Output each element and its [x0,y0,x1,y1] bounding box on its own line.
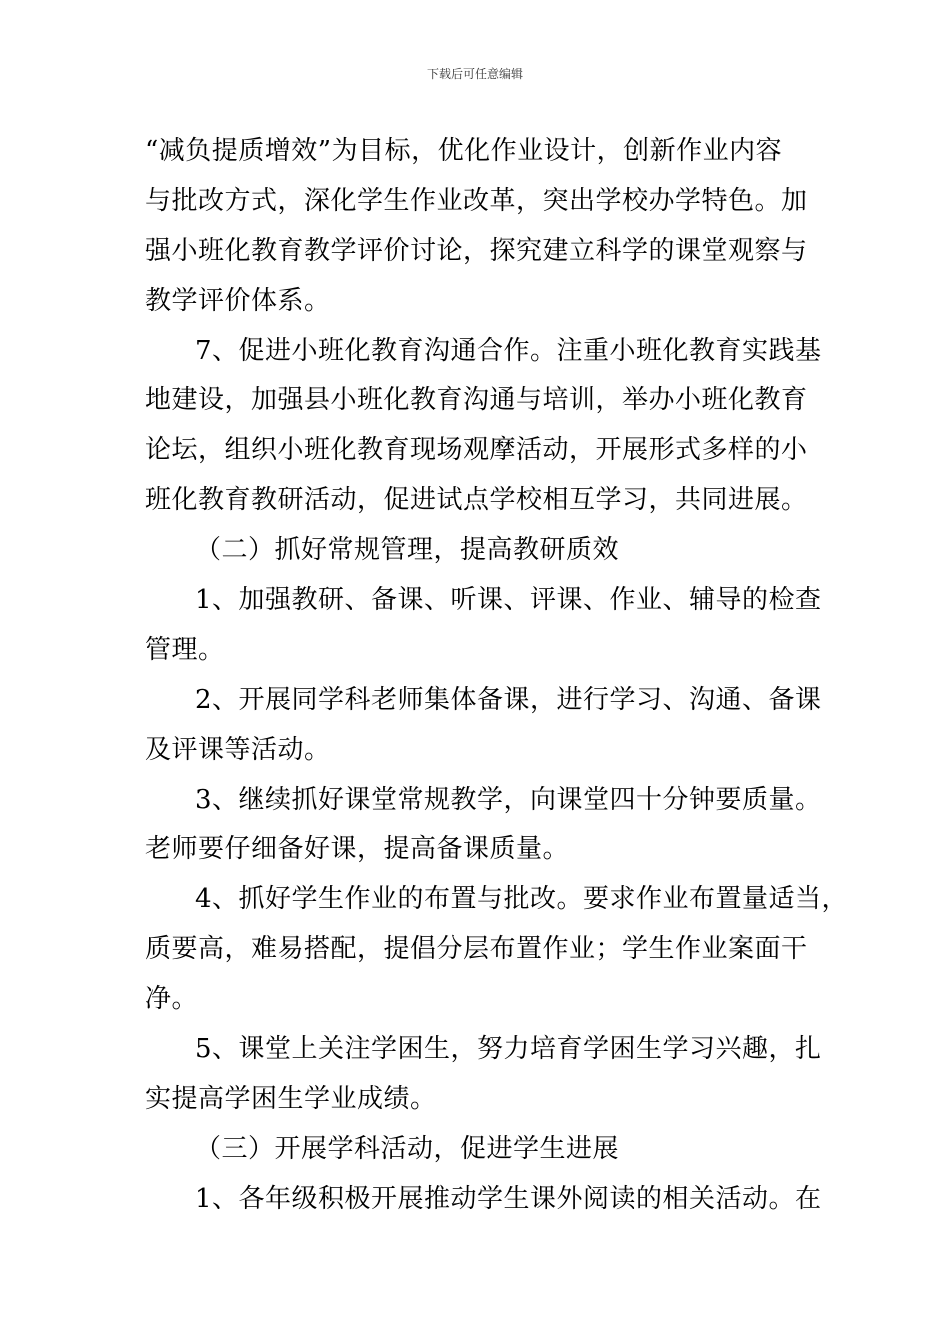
paragraph-start-line: 1、加强教研、备课、听课、评课、作业、辅导的检查 [195,585,822,616]
text-line: 管理。 [145,634,225,665]
text-line: “减负提质增效”为目标，优化作业设计，创新作业内容 [145,136,783,166]
paragraph-start-line: 5、课堂上关注学困生，努力培育学困生学习兴趣，扎 [195,1034,822,1065]
text-line: 班化教育教研活动，促进试点学校相互学习，共同进展。 [145,485,808,516]
section-heading: （二）抓好常规管理，提高教研质效 [195,535,620,566]
page-header: 下载后可任意编辑 [426,67,523,81]
paragraph-start-line: 7、促进小班化教育沟通合作。注重小班化教育实践基 [195,335,822,366]
paragraph-start-line: 3、继续抓好课堂常规教学，向课堂四十分钟要质量。 [195,784,822,815]
paragraph-start-line: 2、开展同学科老师集体备课，进行学习、沟通、备课 [195,684,822,715]
text-line: 质要高，难易搭配，提倡分层布置作业；学生作业案面干 [145,934,808,965]
text-line: 地建设，加强县小班化教育沟通与培训，举办小班化教育 [145,385,808,416]
text-line: 教学评价体系。 [145,285,331,316]
text-line: 论坛，组织小班化教育现场观摩活动，开展形式多样的小 [145,435,808,466]
paragraph-start-line: 1、各年级积极开展推动学生课外阅读的相关活动。在 [195,1183,822,1214]
text-line: 强小班化教育教学评价讨论，探究建立科学的课堂观察与 [145,235,808,266]
text-line: 净。 [145,984,199,1015]
text-line: 及评课等活动。 [145,734,331,765]
section-heading: （三）开展学科活动，促进学生进展 [195,1133,620,1164]
text-line: 与批改方式，深化学生作业改革，突出学校办学特色。加 [145,185,808,216]
text-line: 实提高学困生学业成绩。 [145,1083,437,1114]
paragraph-start-line: 4、抓好学生作业的布置与批改。要求作业布置量适当， [195,884,849,915]
document-body [145,126,849,1224]
text-line: 老师要仔细备好课，提高备课质量。 [145,834,570,865]
